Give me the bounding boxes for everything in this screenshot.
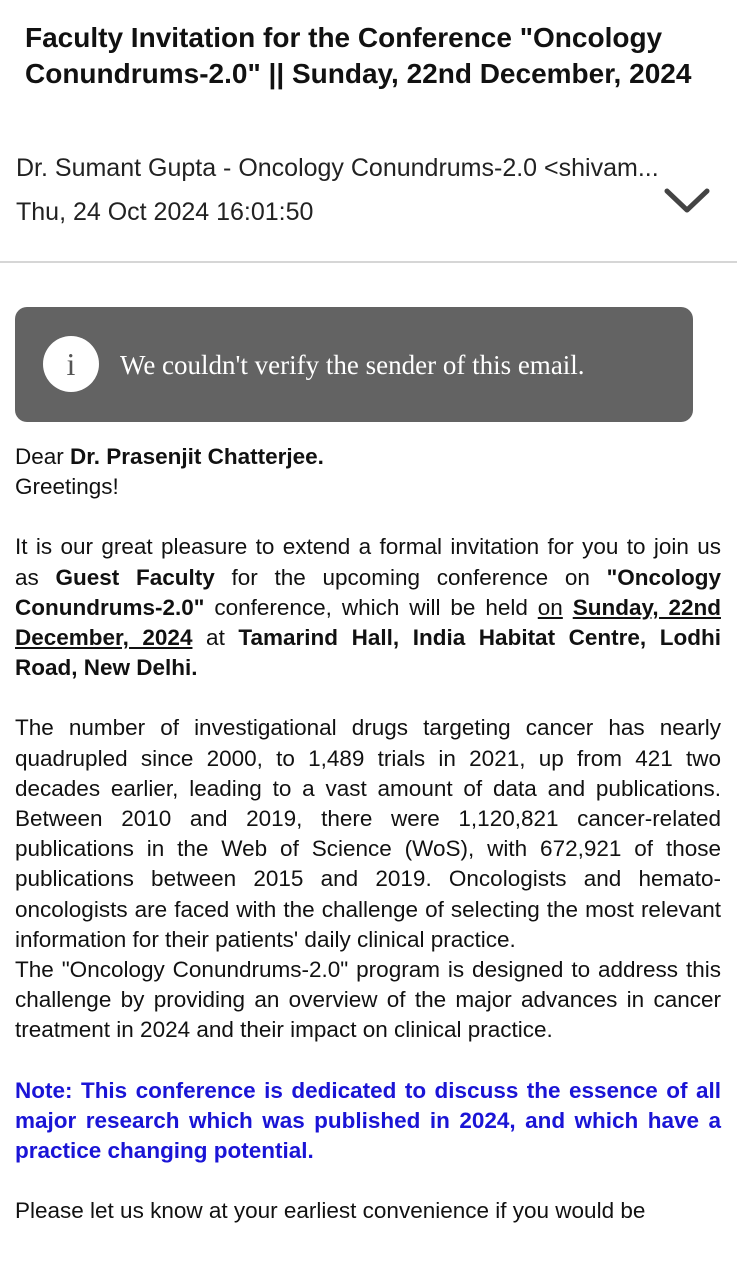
invitation-paragraph: It is our great pleasure to extend a formal invitation for you to join us as Guest Faculty for the upcoming conference on "Oncology Conundrums-2.0" conference, which will be held on Sunday, 22nd December, 2024 at Tamarind Hall, India Habitat Centre, Lodhi Road, New Delhi. [15, 534, 722, 681]
recipient-name: Dr. Prasenjit Chatterjee. [70, 444, 324, 469]
unverified-sender-banner [15, 307, 693, 422]
banner-text: We couldn't verify the sender of this email. [120, 350, 585, 380]
email-header [0, 0, 737, 262]
background-paragraph: The number of investigational drugs targeting cancer has nearly quadrupled since 2000, to 1,489 trials in 2021, up from 421 two decades earlier, leading to a vast amount of data and publications. Between 2010 and 2019, there were 1,120,821 cancer-related publications in the Web of Science (WoS), with 672,921 of those publications between 2015 and 2019. Oncologists and hemato-oncologists are faced with the challenge of selecting the most relevant information for their patients' daily clinical practice. [15, 715, 721, 952]
event-date: Sunday, 22nd December, 2024 [15, 594, 721, 651]
event-venue: Tamarind Hall, India Habitat Centre, Lodhi Road, New Delhi. [15, 625, 721, 681]
header-divider [0, 261, 737, 263]
email-date: Thu, 24 Oct 2024 16:01:50 [16, 198, 314, 226]
closing-paragraph: Please let us know at your earliest convenience if you would be [15, 1198, 646, 1224]
salutation: Dear Dr. Prasenjit Chatterjee. [15, 444, 324, 469]
chevron-down-icon[interactable] [664, 186, 710, 216]
sender[interactable]: Dr. Sumant Gupta - Oncology Conundrums-2.0 <shivam... [16, 154, 659, 182]
greeting: Greetings! [15, 474, 119, 500]
program-paragraph: The "Oncology Conundrums-2.0" program is designed to address this challenge by providing an overview of the major advances in cancer treatment in 2024 and their impact on clinical practice. [15, 957, 721, 1043]
email-subject: Faculty Invitation for the Conference "Oncology Conundrums-2.0" || Sunday, 22nd December, 2024 [25, 22, 692, 89]
email-body [15, 442, 721, 1226]
scroll-fade [0, 1262, 737, 1280]
info-icon: i [43, 336, 99, 392]
note-paragraph: Note: This conference is dedicated to discuss the essence of all major research which was published in 2024, and which have a practice changing potential. [15, 1077, 721, 1164]
